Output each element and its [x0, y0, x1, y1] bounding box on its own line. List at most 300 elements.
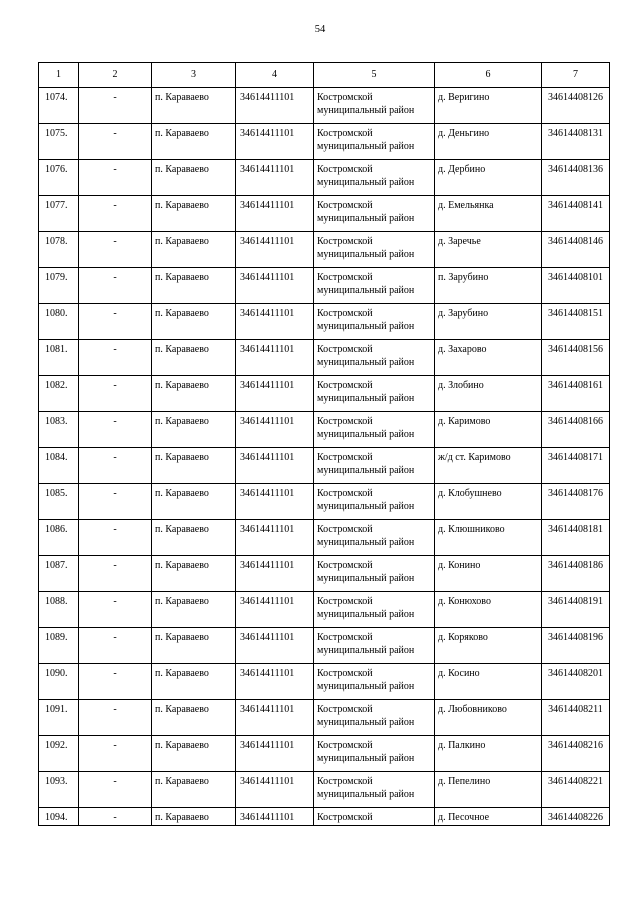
table-row	[39, 664, 610, 700]
locality-cell-text: д. Коряково	[438, 632, 488, 643]
settlement-cell-text: п. Караваево	[155, 776, 209, 787]
settlement-code-cell-text: 34614411101	[240, 416, 295, 427]
settlement-code-cell	[236, 196, 314, 232]
district-cell	[314, 664, 435, 700]
district-cell-text: Костромской муниципальный район	[317, 452, 415, 476]
settlement-cell	[152, 628, 236, 664]
oktmo-code-cell	[542, 412, 610, 448]
locality-cell-text: д. Клобушнево	[438, 488, 502, 499]
table-row	[39, 196, 610, 232]
locality-cell	[435, 700, 542, 736]
oktmo-code-cell	[542, 808, 610, 826]
row-number-cell-text: 1088.	[45, 596, 68, 607]
locality-cell-text: д. Конюхово	[438, 596, 491, 607]
settlement-cell-text: п. Караваево	[155, 740, 209, 751]
settlement-cell	[152, 448, 236, 484]
oktmo-code-cell-text: 34614408176	[548, 488, 603, 499]
settlement-code-cell-text: 34614411101	[240, 344, 295, 355]
district-cell	[314, 772, 435, 808]
table-row	[39, 412, 610, 448]
locality-cell	[435, 520, 542, 556]
oktmo-code-cell-text: 34614408181	[548, 524, 603, 535]
oktmo-code-cell-text: 34614408201	[548, 668, 603, 679]
locality-cell	[435, 592, 542, 628]
locality-cell	[435, 484, 542, 520]
row-number-cell-text: 1082.	[45, 380, 68, 391]
row-number-cell	[39, 664, 79, 700]
locality-cell-text: д. Любовниково	[438, 704, 507, 715]
locality-cell	[435, 376, 542, 412]
settlement-code-cell	[236, 772, 314, 808]
table-row	[39, 340, 610, 376]
settlement-code-cell	[236, 736, 314, 772]
row-number-cell	[39, 592, 79, 628]
settlement-cell	[152, 700, 236, 736]
row-number-cell-text: 1086.	[45, 524, 68, 535]
settlement-code-cell-text: 34614411101	[240, 488, 295, 499]
oktmo-code-cell	[542, 340, 610, 376]
settlement-cell	[152, 376, 236, 412]
district-cell	[314, 628, 435, 664]
settlement-code-cell-text: 34614411101	[240, 200, 295, 211]
column-2-cell	[79, 484, 152, 520]
row-number-cell-text: 1079.	[45, 272, 68, 283]
column-2-cell	[79, 376, 152, 412]
district-cell-text: Костромской муниципальный район	[317, 272, 415, 296]
settlement-cell	[152, 736, 236, 772]
locality-cell	[435, 160, 542, 196]
oktmo-code-cell	[542, 592, 610, 628]
oktmo-code-cell	[542, 376, 610, 412]
column-2-cell	[79, 88, 152, 124]
settlements-table	[38, 62, 610, 826]
settlement-cell	[152, 592, 236, 628]
locality-cell-text: д. Косино	[438, 668, 480, 679]
settlement-code-cell-text: 34614411101	[240, 740, 295, 751]
row-number-cell	[39, 448, 79, 484]
settlement-cell-text: п. Караваево	[155, 812, 209, 823]
locality-cell	[435, 196, 542, 232]
column-2-cell-text: -	[113, 92, 117, 103]
settlement-cell-text: п. Караваево	[155, 344, 209, 355]
settlement-cell-text: п. Караваево	[155, 452, 209, 463]
locality-cell	[435, 448, 542, 484]
row-number-cell	[39, 304, 79, 340]
oktmo-code-cell-text: 34614408191	[548, 596, 603, 607]
oktmo-code-cell-text: 34614408151	[548, 308, 603, 319]
row-number-cell	[39, 124, 79, 160]
row-number-cell-text: 1078.	[45, 236, 68, 247]
settlement-cell-text: п. Караваево	[155, 164, 209, 175]
row-number-cell	[39, 196, 79, 232]
column-2-cell-text: -	[113, 236, 117, 247]
district-cell	[314, 340, 435, 376]
district-cell	[314, 232, 435, 268]
column-2-cell-text: -	[113, 632, 117, 643]
oktmo-code-cell	[542, 556, 610, 592]
oktmo-code-cell-text: 34614408136	[548, 164, 603, 175]
district-cell	[314, 304, 435, 340]
district-cell	[314, 88, 435, 124]
settlement-cell	[152, 664, 236, 700]
column-2-cell	[79, 304, 152, 340]
header-cell-4: 4	[236, 63, 314, 88]
oktmo-code-cell	[542, 736, 610, 772]
oktmo-code-cell	[542, 232, 610, 268]
locality-cell	[435, 772, 542, 808]
column-2-cell	[79, 556, 152, 592]
oktmo-code-cell-text: 34614408171	[548, 452, 603, 463]
oktmo-code-cell	[542, 196, 610, 232]
locality-cell-text: д. Пепелино	[438, 776, 491, 787]
locality-cell	[435, 808, 542, 826]
table-row	[39, 736, 610, 772]
column-2-cell-text: -	[113, 812, 117, 823]
column-2-cell-text: -	[113, 740, 117, 751]
locality-cell-text: д. Зарубино	[438, 308, 489, 319]
row-number-cell-text: 1089.	[45, 632, 68, 643]
table-row	[39, 772, 610, 808]
settlement-code-cell-text: 34614411101	[240, 128, 295, 139]
locality-cell	[435, 412, 542, 448]
row-number-cell	[39, 232, 79, 268]
locality-cell	[435, 268, 542, 304]
district-cell	[314, 412, 435, 448]
oktmo-code-cell	[542, 664, 610, 700]
column-2-cell-text: -	[113, 164, 117, 175]
row-number-cell	[39, 340, 79, 376]
district-cell	[314, 124, 435, 160]
locality-cell-text: д. Захарово	[438, 344, 487, 355]
settlement-cell	[152, 268, 236, 304]
settlement-cell	[152, 304, 236, 340]
settlement-code-cell	[236, 232, 314, 268]
row-number-cell	[39, 484, 79, 520]
district-cell-text: Костромской муниципальный район	[317, 236, 415, 260]
locality-cell-text: д. Емельянка	[438, 200, 494, 211]
column-2-cell-text: -	[113, 128, 117, 139]
settlement-code-cell-text: 34614411101	[240, 632, 295, 643]
settlement-code-cell-text: 34614411101	[240, 668, 295, 679]
district-cell	[314, 376, 435, 412]
settlement-cell-text: п. Караваево	[155, 92, 209, 103]
table-row	[39, 808, 610, 826]
row-number-cell-text: 1080.	[45, 308, 68, 319]
oktmo-code-cell-text: 34614408131	[548, 128, 603, 139]
settlement-code-cell	[236, 88, 314, 124]
locality-cell-text: д. Злобино	[438, 380, 484, 391]
settlement-cell-text: п. Караваево	[155, 380, 209, 391]
district-cell-text: Костромской муниципальный район	[317, 524, 415, 548]
settlement-code-cell	[236, 808, 314, 826]
locality-cell	[435, 232, 542, 268]
settlement-cell	[152, 556, 236, 592]
table-row	[39, 448, 610, 484]
row-number-cell	[39, 268, 79, 304]
settlement-cell-text: п. Караваево	[155, 524, 209, 535]
settlement-cell	[152, 196, 236, 232]
column-2-cell	[79, 592, 152, 628]
settlement-cell	[152, 772, 236, 808]
settlement-code-cell	[236, 592, 314, 628]
district-cell-text: Костромской	[317, 812, 373, 823]
district-cell	[314, 484, 435, 520]
settlement-cell	[152, 412, 236, 448]
locality-cell-text: д. Дербино	[438, 164, 486, 175]
settlement-code-cell	[236, 448, 314, 484]
settlement-cell-text: п. Караваево	[155, 128, 209, 139]
settlement-code-cell-text: 34614411101	[240, 704, 295, 715]
settlement-cell-text: п. Караваево	[155, 560, 209, 571]
oktmo-code-cell-text: 34614408216	[548, 740, 603, 751]
locality-cell-text: д. Конино	[438, 560, 481, 571]
header-cell-7: 7	[542, 63, 610, 88]
header-cell-2: 2	[79, 63, 152, 88]
settlement-code-cell-text: 34614411101	[240, 596, 295, 607]
row-number-cell-text: 1074.	[45, 92, 68, 103]
column-2-cell-text: -	[113, 272, 117, 283]
district-cell-text: Костромской муниципальный район	[317, 344, 415, 368]
settlement-code-cell	[236, 160, 314, 196]
settlement-cell	[152, 520, 236, 556]
column-2-cell	[79, 160, 152, 196]
district-cell	[314, 196, 435, 232]
settlement-cell-text: п. Караваево	[155, 308, 209, 319]
locality-cell	[435, 556, 542, 592]
row-number-cell	[39, 520, 79, 556]
column-2-cell	[79, 520, 152, 556]
table-header	[39, 63, 610, 88]
column-2-cell-text: -	[113, 200, 117, 211]
column-2-cell-text: -	[113, 596, 117, 607]
district-cell-text: Костромской муниципальный район	[317, 776, 415, 800]
settlement-code-cell-text: 34614411101	[240, 776, 295, 787]
district-cell-text: Костромской муниципальный район	[317, 380, 415, 404]
settlement-cell	[152, 484, 236, 520]
table-row	[39, 124, 610, 160]
table-row	[39, 700, 610, 736]
oktmo-code-cell-text: 34614408166	[548, 416, 603, 427]
settlement-cell-text: п. Караваево	[155, 668, 209, 679]
locality-cell	[435, 88, 542, 124]
oktmo-code-cell-text: 34614408146	[548, 236, 603, 247]
row-number-cell	[39, 700, 79, 736]
settlement-cell-text: п. Караваево	[155, 272, 209, 283]
column-2-cell	[79, 124, 152, 160]
locality-cell-text: д. Палкино	[438, 740, 486, 751]
district-cell-text: Костромской муниципальный район	[317, 668, 415, 692]
settlement-code-cell	[236, 628, 314, 664]
settlement-code-cell-text: 34614411101	[240, 236, 295, 247]
header-cell-3: 3	[152, 63, 236, 88]
settlement-code-cell-text: 34614411101	[240, 452, 295, 463]
settlement-cell-text: п. Караваево	[155, 596, 209, 607]
column-2-cell-text: -	[113, 344, 117, 355]
oktmo-code-cell-text: 34614408126	[548, 92, 603, 103]
column-2-cell	[79, 196, 152, 232]
row-number-cell-text: 1092.	[45, 740, 68, 751]
district-cell-text: Костромской муниципальный район	[317, 308, 415, 332]
settlement-code-cell-text: 34614411101	[240, 812, 295, 823]
oktmo-code-cell	[542, 628, 610, 664]
locality-cell-text: д. Песочное	[438, 812, 490, 823]
header-row	[39, 63, 610, 88]
settlement-code-cell-text: 34614411101	[240, 92, 295, 103]
locality-cell-text: д. Заречье	[438, 236, 481, 247]
row-number-cell-text: 1091.	[45, 704, 68, 715]
district-cell	[314, 736, 435, 772]
settlement-code-cell	[236, 124, 314, 160]
oktmo-code-cell-text: 34614408161	[548, 380, 603, 391]
oktmo-code-cell	[542, 484, 610, 520]
settlement-code-cell	[236, 484, 314, 520]
table-row	[39, 160, 610, 196]
district-cell-text: Костромской муниципальный район	[317, 488, 415, 512]
settlement-cell	[152, 124, 236, 160]
district-cell-text: Костромской муниципальный район	[317, 560, 415, 584]
oktmo-code-cell	[542, 448, 610, 484]
district-cell-text: Костромской муниципальный район	[317, 128, 415, 152]
table-row	[39, 268, 610, 304]
column-2-cell	[79, 412, 152, 448]
settlement-cell-text: п. Караваево	[155, 488, 209, 499]
row-number-cell-text: 1090.	[45, 668, 68, 679]
table-row	[39, 304, 610, 340]
settlement-code-cell-text: 34614411101	[240, 308, 295, 319]
district-cell-text: Костромской муниципальный район	[317, 596, 415, 620]
row-number-cell	[39, 412, 79, 448]
oktmo-code-cell-text: 34614408226	[548, 812, 603, 823]
column-2-cell-text: -	[113, 488, 117, 499]
settlement-code-cell	[236, 412, 314, 448]
oktmo-code-cell	[542, 88, 610, 124]
district-cell-text: Костромской муниципальный район	[317, 416, 415, 440]
district-cell	[314, 448, 435, 484]
oktmo-code-cell	[542, 520, 610, 556]
column-2-cell	[79, 772, 152, 808]
row-number-cell-text: 1081.	[45, 344, 68, 355]
settlement-code-cell-text: 34614411101	[240, 560, 295, 571]
row-number-cell-text: 1076.	[45, 164, 68, 175]
row-number-cell	[39, 628, 79, 664]
column-2-cell	[79, 808, 152, 826]
row-number-cell	[39, 88, 79, 124]
locality-cell	[435, 304, 542, 340]
oktmo-code-cell	[542, 304, 610, 340]
district-cell	[314, 268, 435, 304]
table-row	[39, 520, 610, 556]
column-2-cell-text: -	[113, 308, 117, 319]
district-cell	[314, 520, 435, 556]
district-cell	[314, 808, 435, 826]
column-2-cell	[79, 736, 152, 772]
column-2-cell	[79, 448, 152, 484]
settlement-cell	[152, 340, 236, 376]
oktmo-code-cell-text: 34614408211	[548, 704, 603, 715]
locality-cell-text: д. Клюшниково	[438, 524, 505, 535]
locality-cell	[435, 628, 542, 664]
oktmo-code-cell	[542, 160, 610, 196]
district-cell	[314, 556, 435, 592]
table-body	[39, 88, 610, 826]
row-number-cell	[39, 736, 79, 772]
column-2-cell-text: -	[113, 452, 117, 463]
oktmo-code-cell-text: 34614408186	[548, 560, 603, 571]
oktmo-code-cell	[542, 124, 610, 160]
row-number-cell	[39, 376, 79, 412]
settlement-code-cell	[236, 700, 314, 736]
settlement-cell	[152, 160, 236, 196]
column-2-cell-text: -	[113, 704, 117, 715]
locality-cell-text: д. Каримово	[438, 416, 491, 427]
settlement-cell-text: п. Караваево	[155, 704, 209, 715]
oktmo-code-cell-text: 34614408196	[548, 632, 603, 643]
settlement-code-cell	[236, 340, 314, 376]
locality-cell-text: ж/д ст. Каримово	[438, 452, 511, 463]
settlement-code-cell	[236, 268, 314, 304]
table-row	[39, 376, 610, 412]
settlement-code-cell-text: 34614411101	[240, 164, 295, 175]
settlement-code-cell	[236, 556, 314, 592]
settlement-cell-text: п. Караваево	[155, 416, 209, 427]
locality-cell-text: д. Деньгино	[438, 128, 490, 139]
oktmo-code-cell-text: 34614408141	[548, 200, 603, 211]
settlement-code-cell-text: 34614411101	[240, 380, 295, 391]
district-cell-text: Костромской муниципальный район	[317, 200, 415, 224]
settlement-code-cell	[236, 376, 314, 412]
oktmo-code-cell-text: 34614408156	[548, 344, 603, 355]
column-2-cell	[79, 664, 152, 700]
district-cell	[314, 700, 435, 736]
oktmo-code-cell	[542, 772, 610, 808]
column-2-cell-text: -	[113, 776, 117, 787]
settlement-code-cell-text: 34614411101	[240, 524, 295, 535]
district-cell	[314, 592, 435, 628]
district-cell-text: Костромской муниципальный район	[317, 92, 415, 116]
settlement-cell-text: п. Караваево	[155, 632, 209, 643]
row-number-cell-text: 1083.	[45, 416, 68, 427]
row-number-cell-text: 1087.	[45, 560, 68, 571]
settlement-code-cell	[236, 304, 314, 340]
column-2-cell	[79, 232, 152, 268]
settlement-cell	[152, 808, 236, 826]
settlement-cell-text: п. Караваево	[155, 200, 209, 211]
settlement-code-cell	[236, 520, 314, 556]
column-2-cell-text: -	[113, 524, 117, 535]
district-cell	[314, 160, 435, 196]
row-number-cell-text: 1094.	[45, 812, 68, 823]
table-row	[39, 592, 610, 628]
row-number-cell-text: 1093.	[45, 776, 68, 787]
locality-cell	[435, 664, 542, 700]
oktmo-code-cell	[542, 268, 610, 304]
locality-cell-text: п. Зарубино	[438, 272, 489, 283]
settlement-cell	[152, 88, 236, 124]
table-row	[39, 484, 610, 520]
settlement-code-cell-text: 34614411101	[240, 272, 295, 283]
locality-cell	[435, 340, 542, 376]
district-cell-text: Костромской муниципальный район	[317, 632, 415, 656]
row-number-cell	[39, 556, 79, 592]
table-row	[39, 628, 610, 664]
district-cell-text: Костромской муниципальный район	[317, 740, 415, 764]
settlement-code-cell	[236, 664, 314, 700]
oktmo-code-cell-text: 34614408221	[548, 776, 603, 787]
row-number-cell-text: 1084.	[45, 452, 68, 463]
oktmo-code-cell-text: 34614408101	[548, 272, 603, 283]
header-cell-1: 1	[39, 63, 79, 88]
locality-cell	[435, 124, 542, 160]
